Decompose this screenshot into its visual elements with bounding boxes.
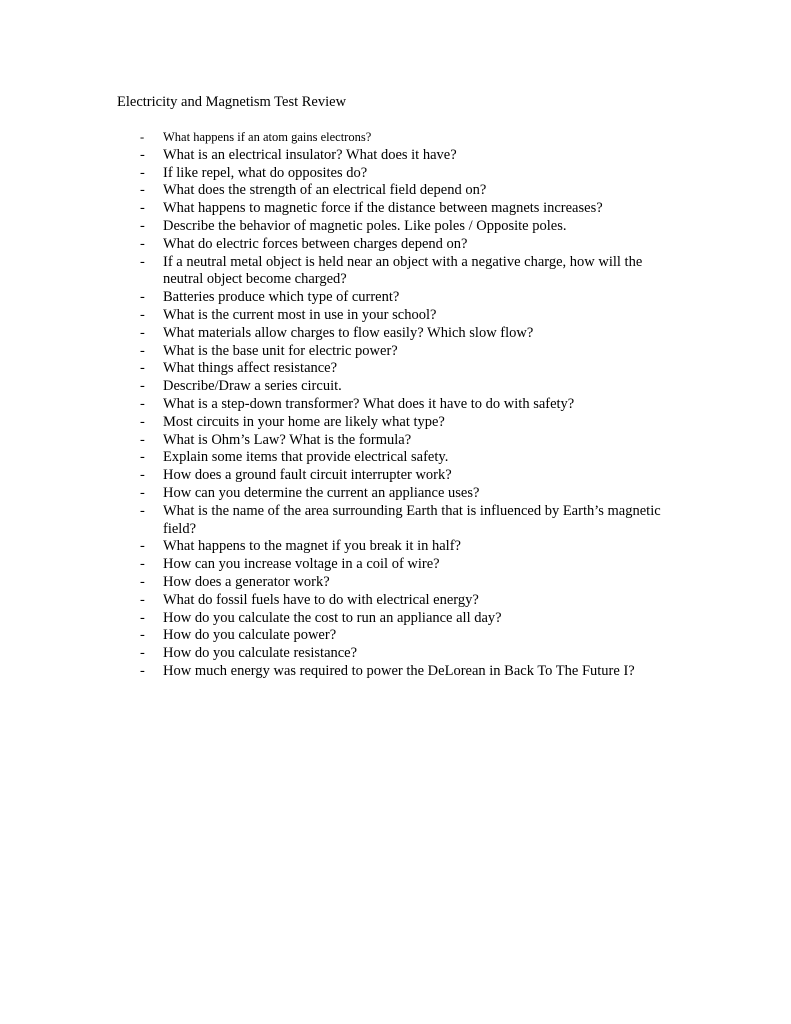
bullet-dash: - <box>140 146 145 163</box>
question-text: What is Ohm’s Law? What is the formula? <box>163 431 412 448</box>
question-text: How do you calculate resistance? <box>163 645 358 662</box>
question-item <box>0 129 791 147</box>
bullet-dash: - <box>140 164 145 181</box>
bullet-dash: - <box>140 217 145 234</box>
question-item <box>0 574 791 592</box>
question-item <box>0 147 791 165</box>
question-text: What do electric forces between charges depend on? <box>163 235 468 252</box>
question-text: Most circuits in your home are likely what type? <box>163 413 445 430</box>
bullet-dash: - <box>140 253 145 270</box>
question-item <box>0 360 791 378</box>
question-item <box>0 414 791 432</box>
question-item <box>0 343 791 361</box>
question-text: What is the name of the area surrounding Earth that is influenced by Earth’s magnetic field? <box>163 502 661 537</box>
bullet-dash: - <box>140 573 145 590</box>
question-text: How can you determine the current an appliance uses? <box>163 484 480 501</box>
bullet-dash: - <box>140 306 145 323</box>
bullet-dash: - <box>140 342 145 359</box>
question-list <box>0 129 791 681</box>
question-item <box>0 182 791 200</box>
question-item <box>0 627 791 645</box>
question-item <box>0 218 791 236</box>
question-item <box>0 200 791 218</box>
bullet-dash: - <box>140 502 145 519</box>
question-text: What does the strength of an electrical field depend on? <box>163 182 487 199</box>
question-item <box>0 236 791 254</box>
bullet-dash: - <box>140 467 145 484</box>
question-text: What do fossil fuels have to do with electrical energy? <box>163 591 479 608</box>
bullet-dash: - <box>140 591 145 608</box>
bullet-dash: - <box>140 378 145 395</box>
bullet-dash: - <box>140 538 145 555</box>
question-text: What happens to magnetic force if the distance between magnets increases? <box>163 200 603 217</box>
question-text: What is the current most in use in your school? <box>163 306 437 323</box>
question-item <box>0 663 791 681</box>
question-item <box>0 645 791 663</box>
question-text: What is the base unit for electric power? <box>163 342 398 359</box>
question-item <box>0 610 791 628</box>
question-item <box>0 556 791 574</box>
question-item <box>0 503 791 539</box>
bullet-dash: - <box>140 395 145 412</box>
question-item <box>0 254 791 290</box>
bullet-dash: - <box>140 431 145 448</box>
question-text: If like repel, what do opposites do? <box>163 164 368 181</box>
bullet-dash: - <box>140 200 145 217</box>
question-item <box>0 396 791 414</box>
bullet-dash: - <box>140 484 145 501</box>
bullet-dash: - <box>140 289 145 306</box>
question-text: How can you increase voltage in a coil of wire? <box>163 556 440 573</box>
question-text: Describe the behavior of magnetic poles. Like poles / Opposite poles. <box>163 217 567 234</box>
bullet-dash: - <box>140 609 145 626</box>
question-text: If a neutral metal object is held near an object with a negative charge, how will the neutral object become charged? <box>163 253 643 288</box>
question-text: What happens if an atom gains electrons? <box>163 130 372 144</box>
bullet-dash: - <box>140 235 145 252</box>
question-text: What things affect resistance? <box>163 360 338 377</box>
question-text: What happens to the magnet if you break it in half? <box>163 538 461 555</box>
question-item <box>0 485 791 503</box>
bullet-dash: - <box>140 413 145 430</box>
question-item <box>0 538 791 556</box>
question-item <box>0 165 791 183</box>
document-title: Electricity and Magnetism Test Review <box>117 94 347 110</box>
question-text: How much energy was required to power the DeLorean in Back To The Future I? <box>163 662 635 679</box>
question-item <box>0 467 791 485</box>
bullet-dash: - <box>140 627 145 644</box>
bullet-dash: - <box>140 645 145 662</box>
question-item <box>0 307 791 325</box>
question-text: What materials allow charges to flow easily? Which slow flow? <box>163 324 534 341</box>
question-item <box>0 449 791 467</box>
question-text: How do you calculate power? <box>163 627 337 644</box>
question-text: What is an electrical insulator? What does it have? <box>163 146 457 163</box>
bullet-dash: - <box>140 182 145 199</box>
bullet-dash: - <box>140 449 145 466</box>
question-item <box>0 378 791 396</box>
question-item <box>0 592 791 610</box>
question-text: What is a step-down transformer? What does it have to do with safety? <box>163 395 575 412</box>
question-text: Batteries produce which type of current? <box>163 289 400 306</box>
question-item <box>0 325 791 343</box>
bullet-dash: - <box>140 130 145 144</box>
bullet-dash: - <box>140 360 145 377</box>
question-text: Explain some items that provide electrical safety. <box>163 449 449 466</box>
question-text: How do you calculate the cost to run an appliance all day? <box>163 609 502 626</box>
question-text: How does a generator work? <box>163 573 330 590</box>
question-text: Describe/Draw a series circuit. <box>163 378 342 395</box>
bullet-dash: - <box>140 556 145 573</box>
question-item <box>0 289 791 307</box>
question-text: How does a ground fault circuit interrupter work? <box>163 467 452 484</box>
bullet-dash: - <box>140 324 145 341</box>
bullet-dash: - <box>140 662 145 679</box>
question-item <box>0 432 791 450</box>
